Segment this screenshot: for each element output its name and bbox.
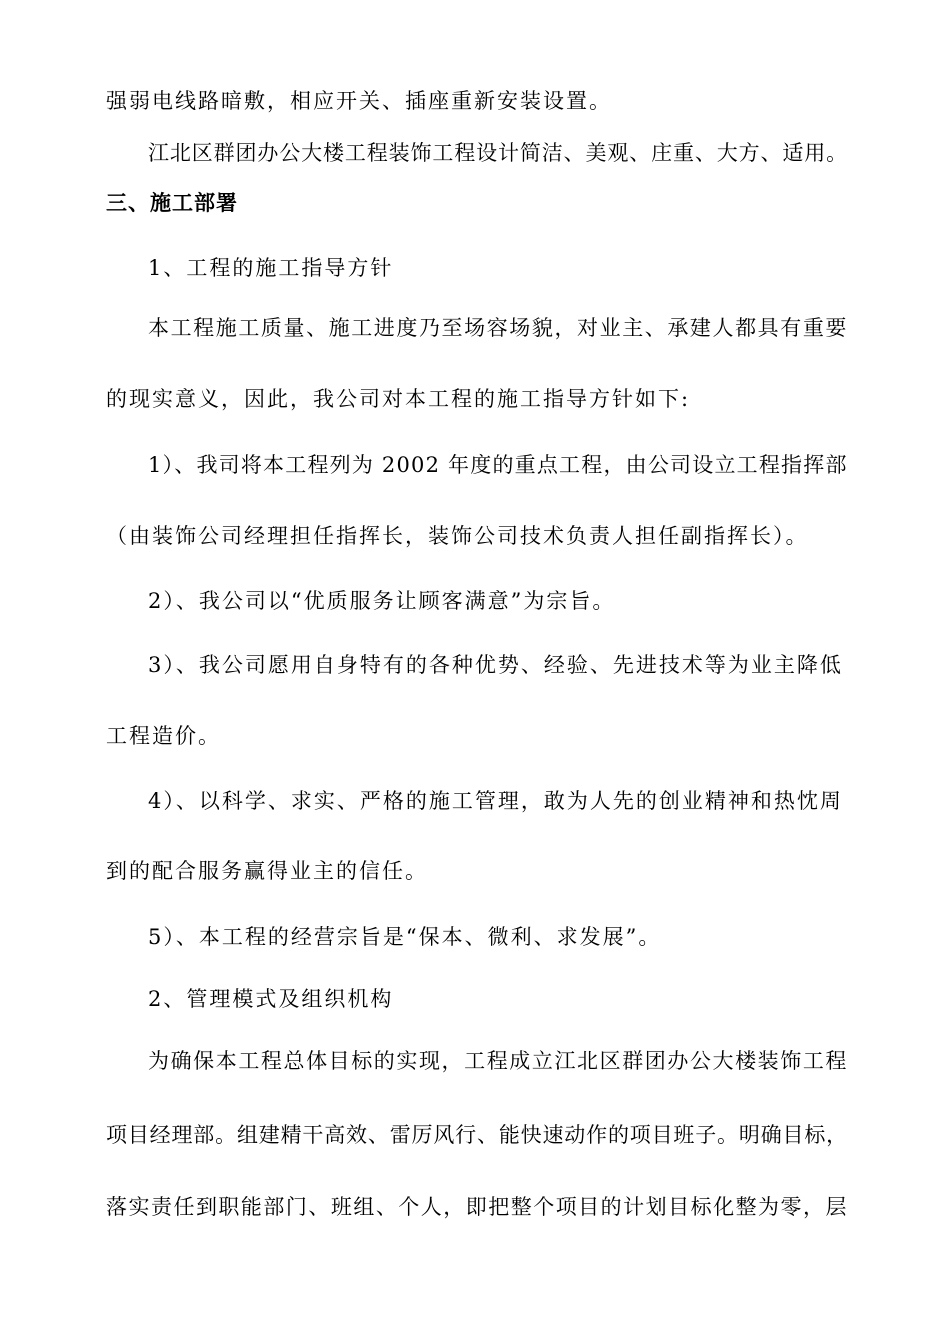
text-line-16: 为确保本工程总体目标的实现，工程成立江北区群团办公大楼装饰工程: [148, 1049, 848, 1073]
text-line-17: 项目经理部。组建精干高效、雷厉风行、能快速动作的项目班子。明确目标，: [106, 1123, 848, 1147]
list-item-4-line-1: 4）、以科学、求实、严格的施工管理，敢为人先的创业精神和热忱周: [148, 789, 843, 813]
text-line-2: 江北区群团办公大楼工程装饰工程设计简洁、美观、庄重、大方、适用。: [148, 141, 848, 165]
subsection-heading-1: 1、工程的施工指导方针: [148, 256, 394, 280]
text-line-18: 落实责任到职能部门、班组、个人，即把整个项目的计划目标化整为零，层: [106, 1195, 848, 1219]
text-line-1: 强弱电线路暗敷，相应开关、插座重新安装设置。: [106, 89, 612, 113]
subsection-heading-2: 2、管理模式及组织机构: [148, 987, 394, 1011]
text-line-6: 的现实意义，因此，我公司对本工程的施工指导方针如下:: [106, 387, 691, 411]
text-line-5: 本工程施工质量、施工进度乃至场容场貌，对业主、承建人都具有重要: [148, 316, 848, 340]
list-item-3-line-1: 3）、我公司愿用自身特有的各种优势、经验、先进技术等为业主降低: [148, 653, 843, 677]
list-item-2: 2）、我公司以“优质服务让顾客满意”为宗旨。: [148, 589, 616, 613]
list-item-4-line-2: 到的配合服务赢得业主的信任。: [106, 859, 428, 883]
list-item-1-line-1: 1）、我司将本工程列为 2002 年度的重点工程，由公司设立工程指挥部: [148, 453, 848, 477]
section-heading: 三、施工部署: [106, 191, 238, 215]
list-item-1-line-2: （由装饰公司经理担任指挥长，装饰公司技术负责人担任副指挥长）。: [106, 524, 809, 548]
list-item-3-line-2: 工程造价。: [106, 724, 221, 748]
list-item-5: 5）、本工程的经营宗旨是“保本、微利、求发展”。: [148, 925, 662, 949]
